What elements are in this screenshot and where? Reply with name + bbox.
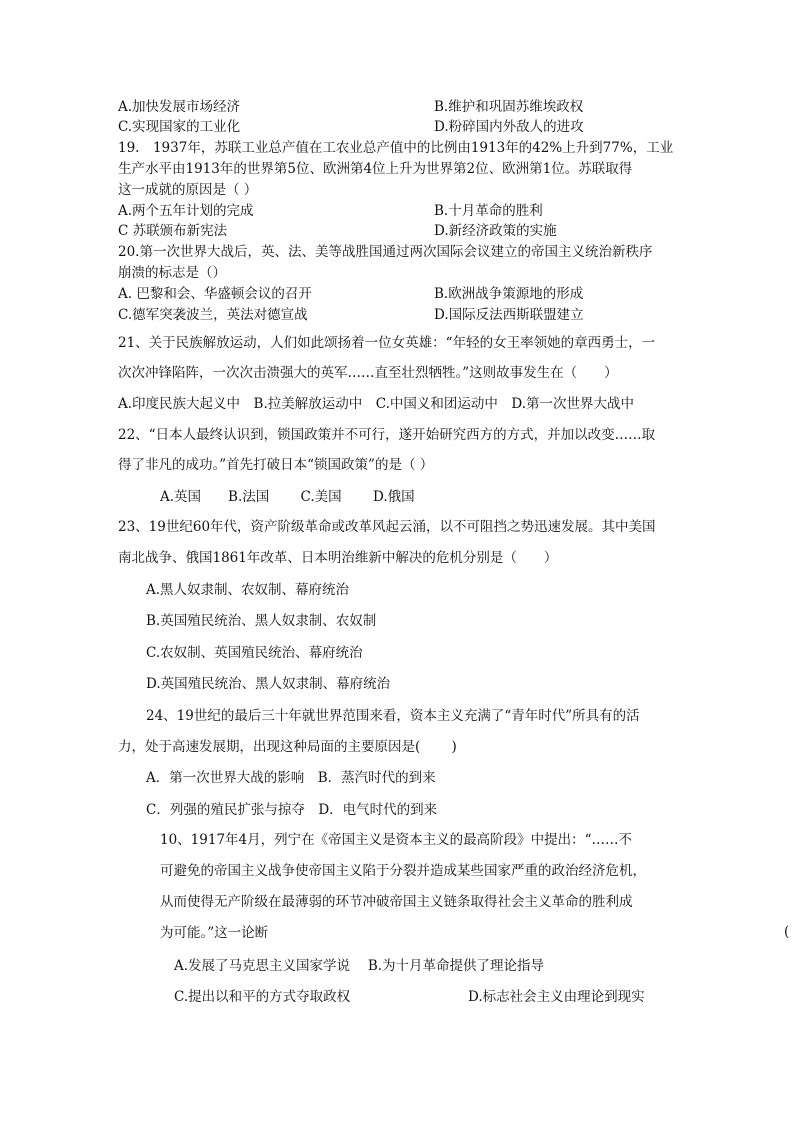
q18-option-a: A.加快发展市场经济: [118, 99, 241, 115]
q24-options-row2: C．列强的殖民扩张与掠夺 D．电气时代的到来: [146, 802, 438, 818]
q19-stem-line: 这一成就的原因是（ ）: [118, 182, 258, 198]
q10-options-row1: A.发展了马克思主义国家学说 B.为十月革命提供了理论指导: [174, 958, 545, 974]
q22-stem-line: 得了非凡的成功。”首先打破日本“锁国政策”的是（ ）: [118, 457, 434, 473]
q18-option-c: C.实现国家的工业化: [118, 119, 241, 135]
q19-option-a: A.两个五年计划的完成: [118, 203, 254, 219]
q21-stem-line: 21、关于民族解放运动，人们如此颂扬着一位女英雄：“年轻的女王率领她的章西勇士，一: [118, 335, 656, 351]
q21-options: A.印度民族大起义中 B.拉美解放运动中 C.中国义和团运动中 D.第一次世界大战中: [118, 396, 635, 412]
q10-stem-line: 可避免的帝国主义战争使帝国主义陷于分裂并造成某些国家严重的政治经济危机，: [160, 863, 646, 879]
q24-stem-line: 24、19世纪的最后三十年就世界范围来看，资本主义充满了“青年时代”所具有的活: [146, 708, 640, 724]
q10-option-d: D.标志社会主义由理论到现实: [468, 989, 645, 1005]
q10-stem-line: 从而使得无产阶级在最薄弱的环节冲破帝国主义链条取得社会主义革命的胜利成: [160, 894, 633, 910]
q10-option-c: C.提出以和平的方式夺取政权: [174, 989, 351, 1005]
q18-option-b: B.维护和巩固苏维埃政权: [434, 99, 584, 115]
q20-option-b: B.欧洲战争策源地的形成: [434, 286, 584, 302]
q24-options-row1: A．第一次世界大战的影响 B．蒸汽时代的到来: [146, 770, 436, 786]
q19-stem-line: 19. 1937年，苏联工业总产值在工农业总产值中的比例由1913年的42%上升到77%，工业: [118, 140, 674, 156]
q20-option-d: D.国际反法西斯联盟建立: [434, 307, 584, 323]
q19-option-b: B.十月革命的胜利: [434, 203, 543, 219]
q24-stem-line: 力，处于高速发展期，出现这种局面的主要原因是( ): [118, 739, 457, 755]
q20-option-a: A. 巴黎和会、华盛顿会议的召开: [118, 286, 312, 302]
q21-stem-line: 次次冲锋陷阵，一次次击溃强大的英军……直至壮烈牺牲。”这则故事发生在（ ）: [118, 365, 618, 381]
q19-stem-line: 生产水平由1913年的世界第5位、欧洲第4位上升为世界第2位、欧洲第1位。苏联取得: [118, 161, 633, 177]
q19-option-d: D.新经济政策的实施: [434, 223, 557, 239]
q22-options: A.英国 B.法国 C.美国 D.俄国: [160, 489, 415, 505]
q23-option-c: C.农奴制、英国殖民统治、幕府统治: [146, 645, 363, 661]
cut-off-parenthesis: (: [784, 924, 790, 940]
q23-option-d: D.英国殖民统治、黑人奴隶制、幕府统治: [146, 676, 391, 692]
q19-option-c: C 苏联颁布新宪法: [118, 223, 228, 239]
q23-option-b: B.英国殖民统治、黑人奴隶制、农奴制: [146, 613, 377, 629]
q20-option-c: C.德军突袭波兰，英法对德宣战: [118, 307, 308, 323]
q23-stem-line: 23、19世纪60年代，资产阶级革命或改革风起云涌，以不可阻挡之势迅速发展。其中美国: [118, 519, 656, 535]
q23-stem-line: 南北战争、俄国1861年改革、日本明治维新中解决的危机分别是（ ）: [118, 550, 558, 566]
q22-stem-line: 22、“日本人最终认识到，锁国政策并不可行，遂开始研究西方的方式，并加以改变……取: [118, 427, 656, 443]
q23-option-a: A.黑人奴隶制、农奴制、幕府统治: [146, 582, 350, 598]
q10-stem-line: 10、1917年4月，列宁在《帝国主义是资本主义的最高阶段》中提出：“……不: [160, 832, 633, 848]
q20-stem-line: 20.第一次世界大战后，英、法、美等战胜国通过两次国际会议建立的帝国主义统治新秩序: [118, 244, 653, 260]
q18-option-d: D.粉碎国内外敌人的进攻: [434, 119, 584, 135]
q20-stem-line: 崩溃的标志是（）: [118, 265, 226, 281]
q10-stem-line: 为可能。”这一论断: [160, 925, 269, 941]
